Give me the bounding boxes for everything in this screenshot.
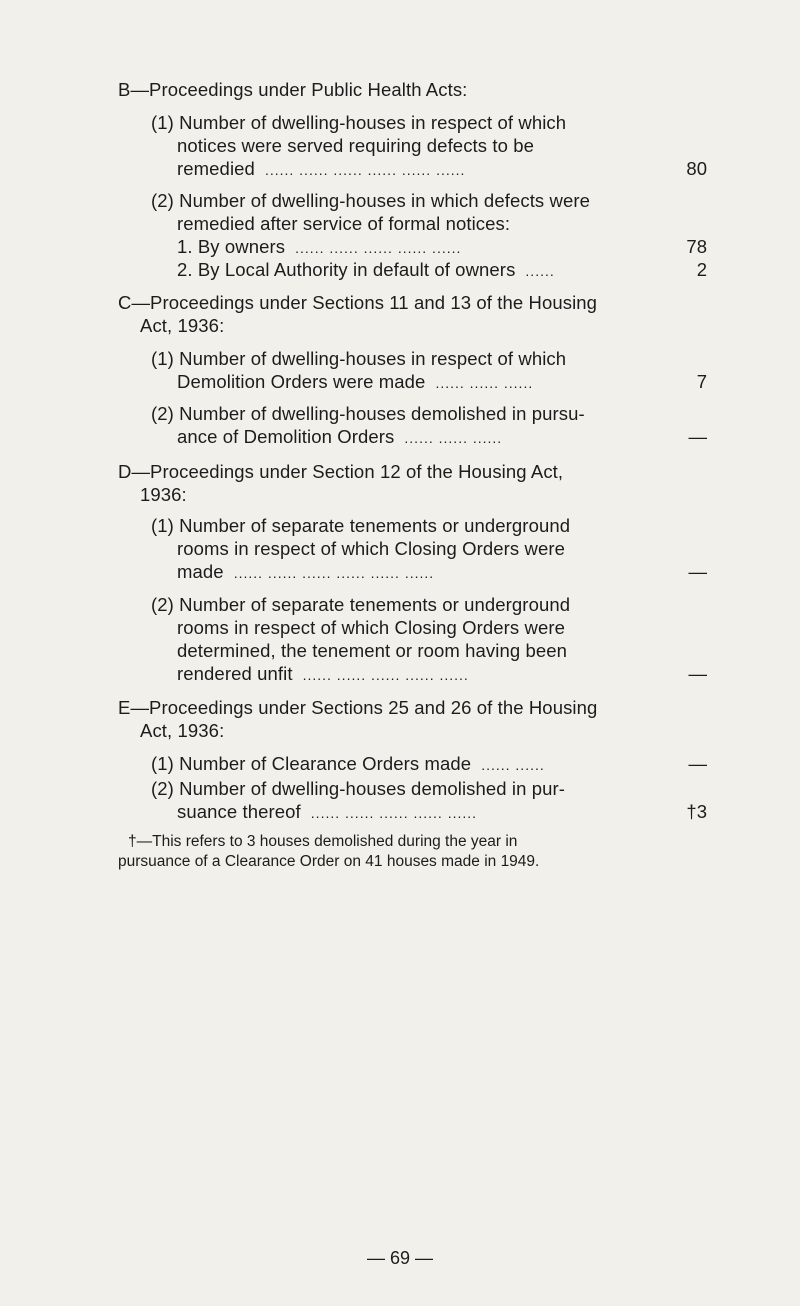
section-b-item-1-line-1: (1) Number of dwelling-houses in respect of which — [151, 112, 567, 133]
section-d-item-1-line-1: (1) Number of separate tenements or underground — [151, 515, 571, 536]
section-c-item-1-line-1: (1) Number of dwelling-houses in respect of which — [151, 348, 567, 369]
section-d-item-2-value: — — [688, 663, 707, 684]
section-b-item-2-sub-1: 1. By owners ...... ...... ...... ...... ...... — [0, 235, 800, 260]
section-e-item-1-line-1: (1) Number of Clearance Orders made ...... ...... — [0, 752, 800, 777]
section-e-heading-line-2: Act, 1936: — [140, 720, 225, 741]
section-c-item-2-value: — — [688, 426, 707, 447]
leader-dots: ...... — [525, 263, 555, 279]
section-b-item-2-sub-2: 2. By Local Authority in default of owners ...... — [0, 258, 800, 283]
section-d-heading-line-1: D—Proceedings under Section 12 of the Housing Act, — [118, 461, 564, 482]
section-b-item-2-line-1: (2) Number of dwelling-houses in which defects were — [151, 190, 591, 211]
section-b-item-2-sub-1-value: 78 — [686, 236, 707, 257]
section-b-item-1-line-3: remedied ...... ...... ...... ...... ...... ...... — [0, 157, 800, 182]
section-c-heading-line-2: Act, 1936: — [140, 315, 225, 336]
section-d-heading-line-2: 1936: — [140, 484, 187, 505]
section-d-item-1-line-2: rooms in respect of which Closing Orders were — [177, 538, 566, 559]
leader-dots: ...... ...... ...... ...... ...... ...... — [233, 565, 435, 581]
footnote-line-1: †—This refers to 3 houses demolished during the year in — [128, 833, 518, 850]
section-c-item-1-value: 7 — [696, 371, 707, 392]
section-d-item-2-line-3: determined, the tenement or room having been — [177, 640, 568, 661]
section-b-item-2-line-2: remedied after service of formal notices: — [177, 213, 511, 234]
section-b-item-2-sub-2-value: 2 — [696, 259, 707, 280]
leader-dots: ...... ...... ...... ...... ...... — [310, 805, 478, 821]
section-b-item-1-line-2: notices were served requiring defects to be — [177, 135, 535, 156]
section-c-item-2-line-1: (2) Number of dwelling-houses demolished in pursu- — [151, 403, 585, 424]
section-d-item-2-line-4: rendered unfit ...... ...... ...... ...... ...... — [0, 662, 800, 687]
leader-dots: ...... ...... ...... — [404, 430, 503, 446]
section-c-item-2-line-2: ance of Demolition Orders ...... ...... ...... — [0, 425, 800, 450]
page-number: — 69 — — [366, 1248, 434, 1268]
section-e-item-2-line-2: suance thereof ...... ...... ...... ...... ...... — [0, 800, 800, 825]
section-b-heading: B—Proceedings under Public Health Acts: — [118, 79, 468, 100]
section-c-item-1-line-2: Demolition Orders were made ...... ...... ...... — [0, 370, 800, 395]
leader-dots: ...... ...... — [481, 757, 545, 773]
section-e-heading-line-1: E—Proceedings under Sections 25 and 26 of the Housing — [118, 697, 598, 718]
section-c-heading-line-1: C—Proceedings under Sections 11 and 13 of the Housing — [118, 292, 598, 313]
leader-dots: ...... ...... ...... — [435, 375, 534, 391]
leader-dots: ...... ...... ...... ...... ...... ...... — [264, 162, 466, 178]
section-d-item-2-line-2: rooms in respect of which Closing Orders were — [177, 617, 566, 638]
section-d-item-2-line-1: (2) Number of separate tenements or underground — [151, 594, 571, 615]
footnote-line-2: pursuance of a Clearance Order on 41 houses made in 1949. — [118, 853, 540, 870]
section-b-item-1-value: 80 — [686, 158, 707, 179]
section-d-item-1-value: — — [688, 561, 707, 582]
section-d-item-1-line-3: made ...... ...... ...... ...... ...... ...... — [0, 560, 800, 585]
section-e-item-1-value: — — [688, 753, 707, 774]
section-e-item-2-value: †3 — [686, 801, 707, 822]
leader-dots: ...... ...... ...... ...... ...... — [295, 240, 462, 256]
leader-dots: ...... ...... ...... ...... ...... — [302, 667, 469, 683]
section-e-item-2-line-1: (2) Number of dwelling-houses demolished in pur- — [151, 778, 566, 799]
